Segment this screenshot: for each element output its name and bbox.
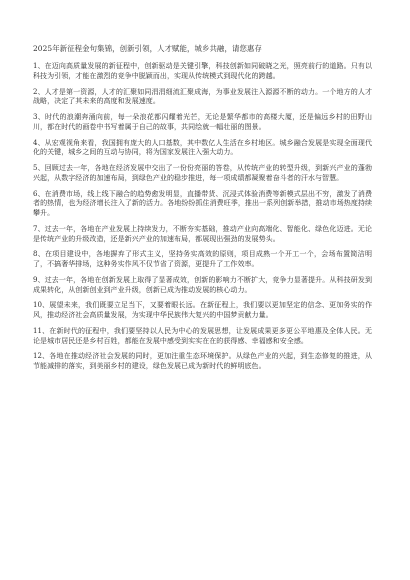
paragraph-4: 4、从宏观视角来看，我国拥有庞大的人口基数，其中数亿人生活在乡村地区。城乡融合发展是实现全面现代化的关键，城乡之间的互动与协同，将为国家发展注入强大动力。 (33, 138, 372, 157)
document-title: 2025年新征程金句集锦，创新引领，人才赋能，城乡共融，请您惠存 (33, 44, 262, 53)
paragraph-5: 5、回顾过去一年，各地在经济发展中交出了一份份亮丽的答卷，从传统产业的转型升级，到新兴产业的蓬勃兴起，从数字经济的加速布局，到绿色产业的稳步推进，每一项成绩都凝聚着奋斗者的汗水与智慧。 (33, 164, 372, 182)
paragraph-12: 12、各地在推动经济社会发展的同时，更加注重生态环境保护。从绿色产业的兴起，到生态修复的推进，从节能减排的落实，到美丽乡村的建设，绿色发展已成为新时代的鲜明底色。 (33, 352, 372, 371)
paragraph-1: 1、在迈向高质量发展的新征程中，创新驱动是关键引擎，科技创新如同破晓之光，照亮前行的道路。只有以科技为引领，才能在激烈的竞争中脱颖而出，实现从传统模式到现代化的跨越。 (33, 62, 372, 80)
paragraph-8: 8、在项目建设中，各地摒弃了形式主义，坚持务实高效的原则，项目成熟一个开工一个，会场布置简洁明了，不搞奢华排场，这种务实作风不仅节省了资源，更提升了工作效率。 (33, 250, 372, 269)
paragraph-6: 6、在消费市场，线上线下融合的趋势愈发明显，直播带货、沉浸式体验消费等新模式层出不穷，激发了消费者的热情，也为经济增长注入了新的活力。各地纷纷抓住消费旺季，推出一系列创新举措，推动市场热度持续攀升。 (33, 189, 372, 218)
paragraph-11: 11、在新时代的征程中，我们要坚持以人民为中心的发展思想，让发展成果更多更公平地惠及全体人民。无论是城市居民还是乡村百姓，都能在发展中感受到实实在在的获得感、幸福感和安全感。 (33, 326, 372, 345)
paragraph-7: 7、过去一年，各地在产业发展上持续发力，不断夯实基础，推动产业向高端化、智能化、绿色化迈进。无论是传统产业的升级改造，还是新兴产业的加速布局，都展现出强劲的发展势头。 (33, 224, 372, 243)
paragraph-3: 3、时代的浪潮奔涌向前，每一朵浪花都闪耀着光芒，无论是繁华都市的高楼大厦，还是偏远乡村的田野山川，都在时代的画卷中书写着属于自己的故事，共同绘就一幅壮丽的图景。 (33, 113, 372, 131)
paragraph-9: 9、过去一年，各地在创新发展上取得了显著成效，创新的影响力不断扩大，竞争力显著提升。从科技研发到成果转化，从创新创业到产业升级，创新已成为推动发展的核心动力。 (33, 275, 372, 294)
paragraph-2: 2、人才是第一资源，人才的汇聚如同涓涓细流汇聚成海，为事业发展注入源源不断的动力。一个地方的人才战略，决定了其未来的高度和发展速度。 (33, 87, 372, 106)
paragraph-10: 10、展望未来，我们既要立足当下，又要着眼长远。在新征程上，我们要以更加坚定的信念、更加务实的作风，推动经济社会高质量发展，为实现中华民族伟大复兴的中国梦贡献力量。 (33, 301, 372, 320)
